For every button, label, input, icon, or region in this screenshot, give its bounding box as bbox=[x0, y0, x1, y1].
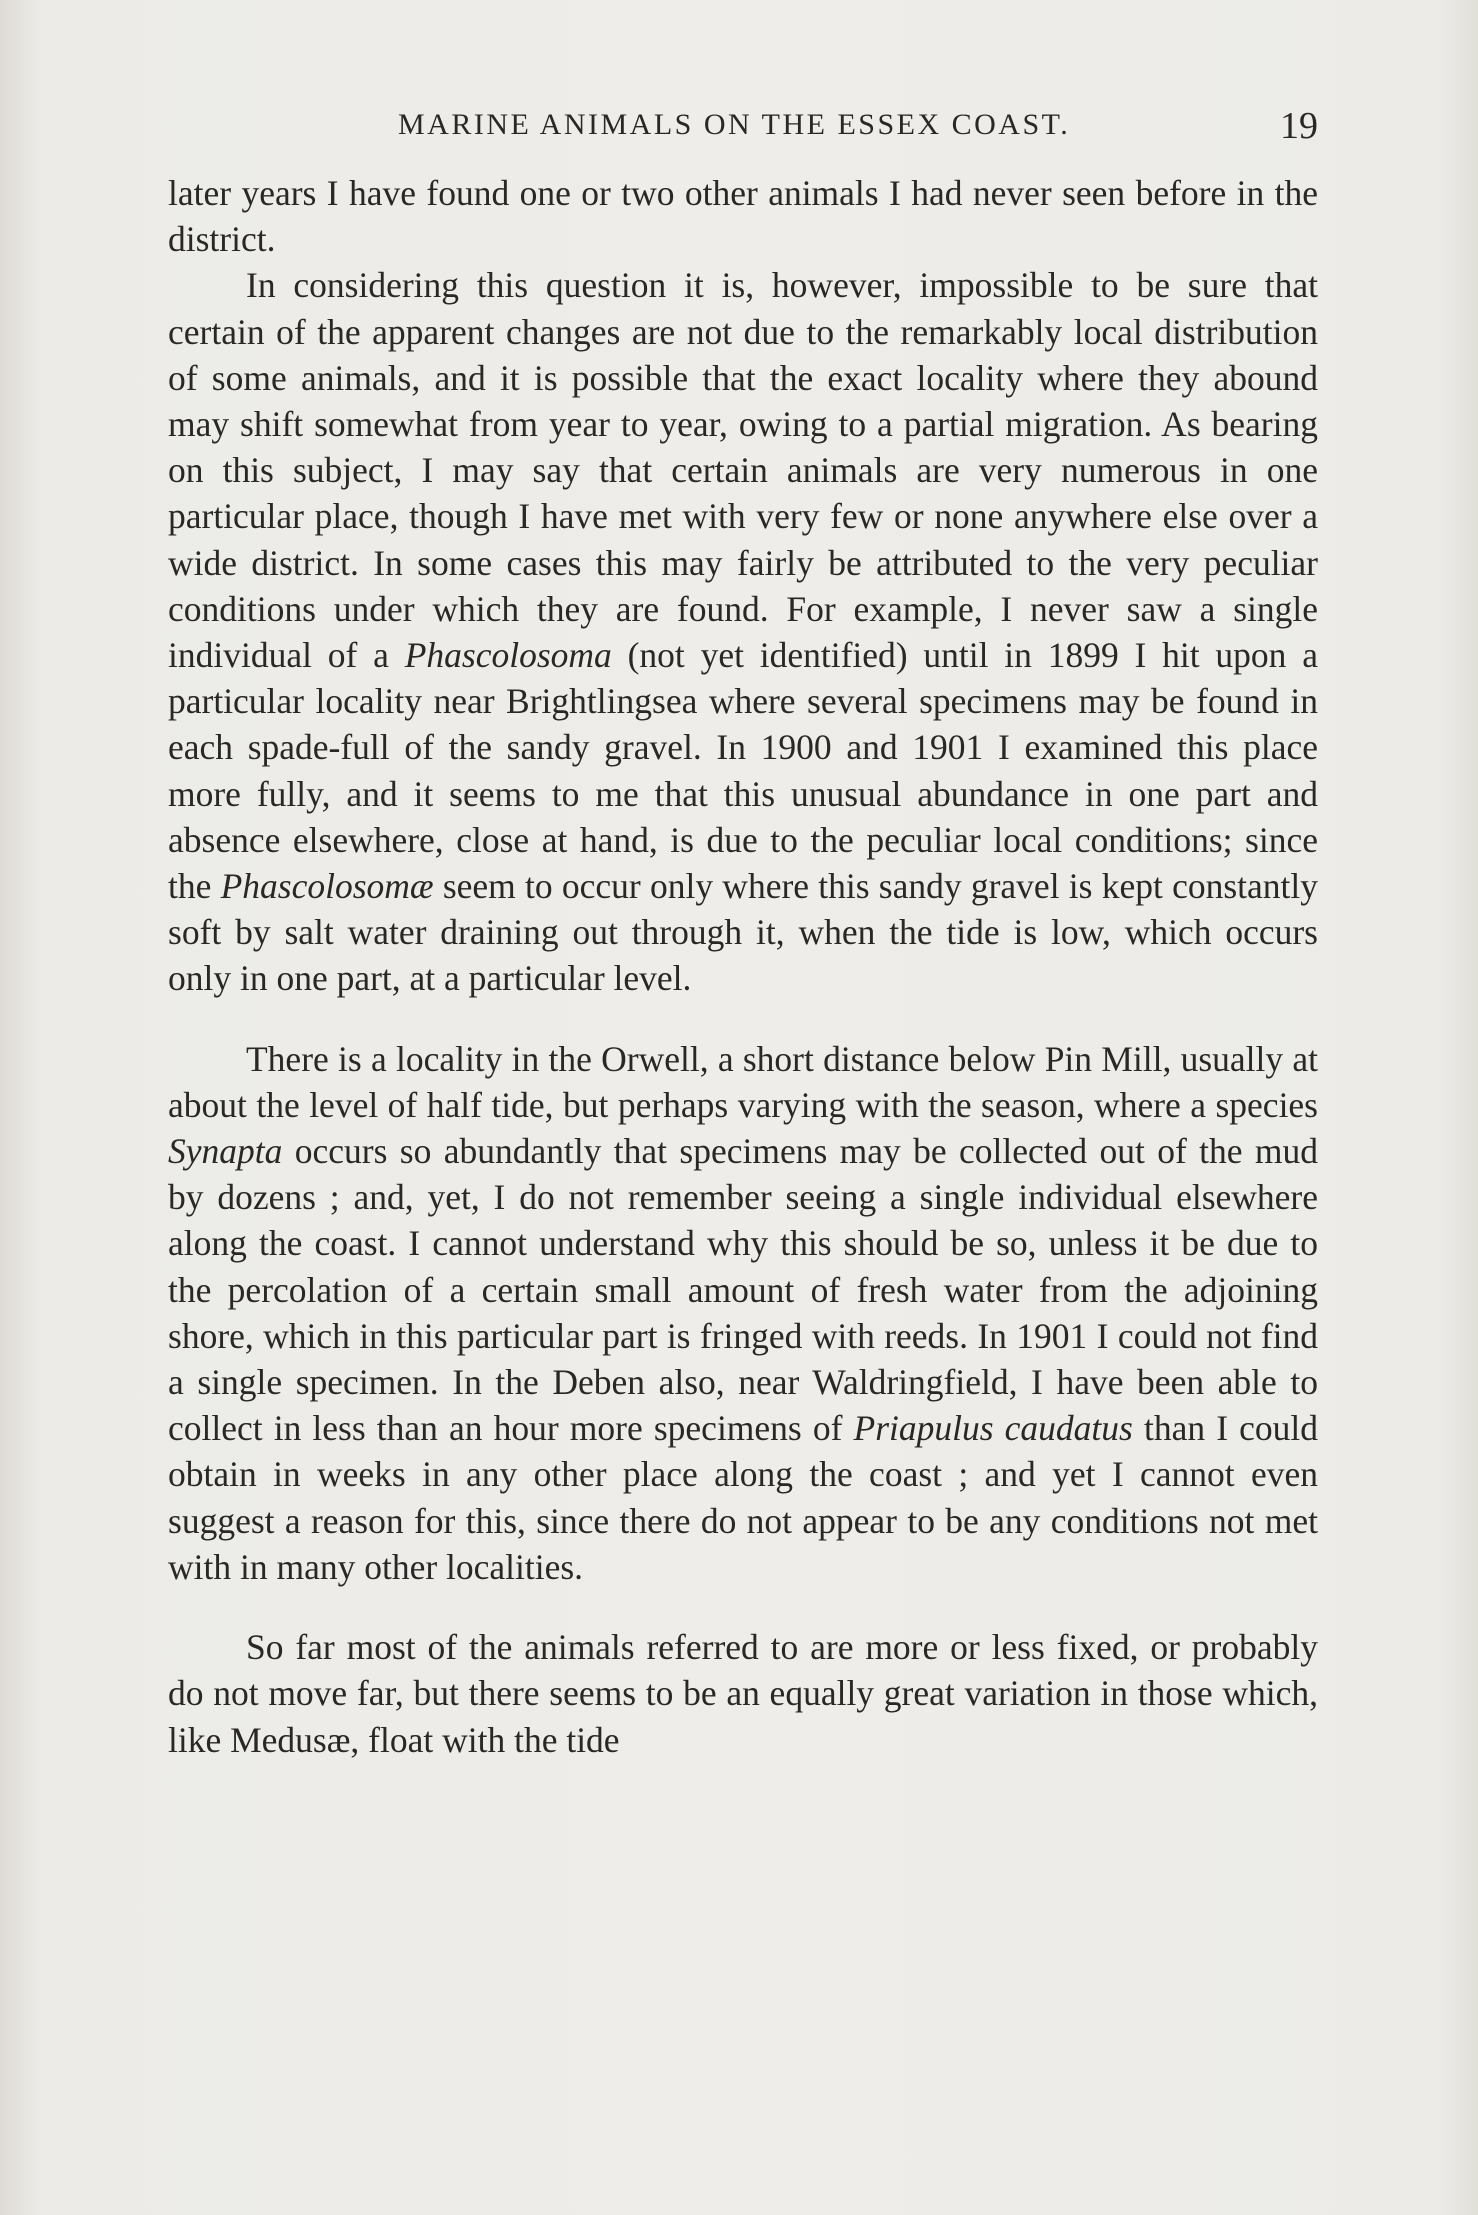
page-header bbox=[168, 100, 1318, 150]
paragraph-4-text: So far most of the animals referred to are more or less fixed, or probably do not move far, but there seems to be an equally great variation in those which, like Medusæ, float with the tide bbox=[168, 1627, 1318, 1760]
paragraph-2-text-b: (not yet identified) until in 1899 I hit upon a particular locality near Brightlingsea where several specimens may be found in each spade-full of the sandy gravel. In 1900 and 1901 I examined this place more fully, and it seems to me that this unusual abundance in one part and absence elsewhere, close at hand, is due to the peculiar local conditions; since the bbox=[168, 635, 1318, 907]
paragraph-4 bbox=[168, 1624, 1318, 1763]
paragraph-2-text-c: seem to occur only where this sandy gravel is kept constantly soft by salt water draining out through it, when the tide is low, which occurs only in one part, at a particular level. bbox=[168, 866, 1318, 999]
paragraph-3-text-c: than I could obtain in weeks in any other place along the coast ; and yet I cannot even suggest a reason for this, since there do not appear to be any conditions not met with in many other localities. bbox=[168, 1408, 1319, 1587]
genus-phascolosomae: Phascolosomæ bbox=[220, 866, 434, 907]
genus-synapta: Synapta bbox=[168, 1131, 283, 1172]
species-priapulus-caudatus: Priapulus caudatus bbox=[853, 1408, 1133, 1449]
paragraph-gap bbox=[168, 1002, 1318, 1036]
paragraph-2 bbox=[168, 262, 1318, 1001]
body-text bbox=[168, 170, 1318, 1763]
page-number: 19 bbox=[1280, 105, 1318, 147]
genus-phascolosoma: Phascolosoma bbox=[404, 635, 612, 676]
paragraph-3 bbox=[168, 1036, 1318, 1590]
running-head: MARINE ANIMALS ON THE ESSEX COAST. bbox=[398, 108, 1071, 141]
paragraph-1 bbox=[168, 170, 1318, 262]
paragraph-2-text-a: In considering this question it is, however, impossible to be sure that certain of the apparent changes are not due to the remarkably local distribution of some animals, and it is possible that the exact locality where they abound may shift somewhat from year to year, owing to a partial migration. As bearing on this subject, I may say that certain animals are very numerous in one particular place, though I have met with very few or none anywhere else over a wide district. In some cases this may fairly be attributed to the very peculiar conditions under which they are found. For example, I never saw a single individual of a bbox=[168, 265, 1318, 676]
paragraph-3-text-a: There is a locality in the Orwell, a short distance below Pin Mill, usually at about the level of half tide, but perhaps varying with the season, where a species bbox=[168, 1038, 1318, 1125]
paragraph-gap bbox=[168, 1590, 1318, 1624]
paragraph-1-text: later years I have found one or two other animals I had never seen before in the district. bbox=[168, 173, 1318, 260]
paragraph-3-text-b: occurs so abundantly that specimens may be collected out of the mud by dozens ; and, yet, I do not remember seeing a single individual elsewhere along the coast. I cannot understand why this should be so, unless it be due to the percolation of a certain small amount of fresh water from the adjoining shore, which in this particular part is fringed with reeds. In 1901 I could not find a single specimen. In the Deben also, near Waldringfield, I have been able to collect in less than an hour more specimens of bbox=[168, 1131, 1318, 1449]
